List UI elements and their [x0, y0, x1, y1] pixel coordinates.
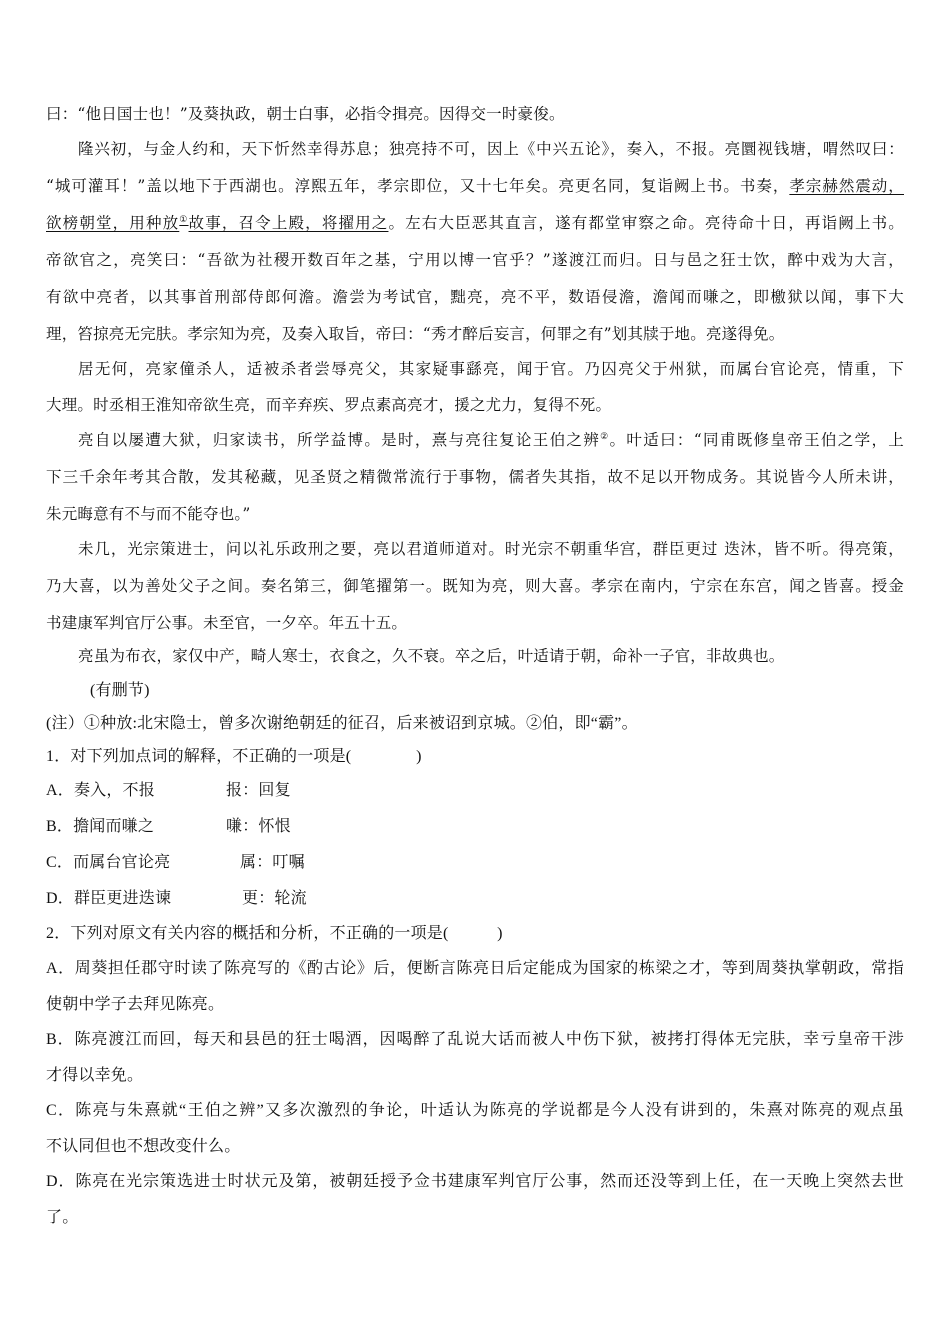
footnote: (注）①种放:北宋隐士，曾多次谢绝朝廷的征召，后来被诏到京城。②伯，即“霸”。 [46, 715, 638, 732]
source-note: (有删节) [90, 682, 150, 699]
passage-text: 。叶适曰：“同甫既修皇帝王伯之学，上 [609, 431, 904, 449]
passage-line: 下三千余年考其合散，发其秘藏，见圣贤之精微常流行于事物，儒者失其指，故不足以开物成务。其说皆今人所未讲， [46, 468, 904, 486]
passage-line [46, 174, 904, 196]
question-2-option-c-cont: 不认同但也不想改变什么。 [46, 1138, 241, 1155]
question-2-option-b-cont: 才得以幸免。 [46, 1067, 144, 1084]
passage-line: 大理。时丞相王淮知帝欲生亮，而辛弃疾、罗点素高亮才，援之尤力，复得不死。 [46, 396, 612, 414]
footnote-marker: ② [600, 431, 610, 442]
question-1-stem: 1．对下列加点词的解释，不正确的一项是( ) [46, 748, 422, 765]
question-2-option-a: A．周葵担任郡守时读了陈亮写的《酌古论》后，便断言陈亮日后定能成为国家的栋梁之才，等到周葵执掌朝政，常指 [46, 960, 904, 977]
option-label: D．群臣更进迭谏 [46, 890, 172, 907]
underlined-text: 孝宗赫然震动， [789, 177, 904, 195]
passage-line: 居无何，亮家僮杀人，适被杀者尝辱亮父，其家疑事繇亮，闻于官。乃囚亮父于州狱，而属台官论亮，情重，下 [78, 360, 904, 378]
option-label: B．擔闻而嗛之 [46, 818, 155, 835]
passage-line: 亮虽为布衣，家仅中产，畸人寒士，衣食之，久不衰。卒之后，叶适请于朝，命补一子官，非故典也。 [78, 647, 785, 665]
passage-line: 乃大喜，以为善处父子之间。奏名第三，御笔擢第一。既知为亮，则大喜。孝宗在南内，宁宗在东宫，闻之皆喜。授金 [46, 577, 904, 595]
passage-line: 理，笞掠亮无完肤。孝宗知为亮，及奏入取旨，帝曰：“秀才醉后妄言，何罪之有”划其牍于地。亮遂得免。 [46, 325, 785, 343]
passage-line: 隆兴初，与金人约和，天下忻然幸得苏息；独亮持不可，因上《中兴五论》，奏入，不报。亮圜视钱塘，喟然叹曰： [78, 140, 904, 158]
passage-line: 帝欲官之，亮笑曰：“吾欲为社稷开数百年之基，宁用以博一官乎？”遂渡江而归。日与邑之狂士饮，醉中戏为大言， [46, 251, 904, 269]
footnote-marker: ① [179, 214, 189, 225]
passage-line [46, 211, 904, 233]
question-2-option-a-cont: 使朝中学子去拜见陈亮。 [46, 996, 225, 1013]
passage-text: 。左右大臣恶其直言，遂有都堂审察之命。亮待命十日，再诣阙上书。 [388, 214, 904, 232]
option-label: C．而属台官论亮 [46, 854, 171, 871]
passage-line: 未几，光宗策进士，问以礼乐政刑之要，亮以君道师道对。时光宗不朝重华宫，群臣更过 迭沐，皆不听。得亮策， [78, 540, 904, 558]
option-meaning: 嗛：怀恨 [226, 818, 291, 835]
question-1-option-d [46, 885, 307, 908]
passage-line: 有欲中亮者，以其事首刑部侍郎何澹。澹尝为考试官，黜亮，亮不平，数语侵澹，澹闻而嗛之，即檄狱以闻，事下大 [46, 288, 904, 306]
passage-line [78, 428, 904, 450]
passage-line: 书建康军判官厅公事。未至官，一夕卒。年五十五。 [46, 614, 408, 632]
question-1-option-a [46, 777, 291, 800]
passage-line: 曰：“他日国士也！”及葵执政，朝士白事，必指令揖亮。因得交一时豪俊。 [46, 105, 565, 123]
option-label: A．奏入，不报 [46, 782, 155, 799]
option-meaning: 属：叮嘱 [240, 854, 305, 871]
passage-line: 朱元晦意有不与而不能夺也。” [46, 505, 251, 523]
option-meaning: 更：轮流 [242, 890, 307, 907]
underlined-text: 欲榜朝堂，用种放 [46, 214, 180, 232]
underlined-text: 故事，召令上殿，将擢用之 [188, 214, 389, 232]
passage-text: “城可灌耳！”盖以地下于西湖也。淳熙五年，孝宗即位，又十七年矣。亮更名同，复诣阙上书。书奏， [46, 177, 790, 195]
option-meaning: 报：回复 [226, 782, 291, 799]
question-1-option-b [46, 813, 291, 836]
question-2-stem: 2．下列对原文有关内容的概括和分析，不正确的一项是( ) [46, 925, 503, 942]
passage-text: 亮自以屡遭大狱，归家读书，所学益博。是时，熹与亮往复论王伯之辨 [78, 431, 601, 449]
question-1-option-c [46, 849, 305, 872]
question-2-option-c: C．陈亮与朱熹就“王伯之辨”又多次激烈的争论，叶适认为陈亮的学说都是今人没有讲到的，朱熹对陈亮的观点虽 [46, 1102, 904, 1119]
question-2-option-d: D．陈亮在光宗策选进士时状元及第，被朝廷授予佥书建康军判官厅公事，然而还没等到上任，在一天晚上突然去世 [46, 1173, 904, 1190]
question-2-option-b: B．陈亮渡江而回，每天和县邑的狂士喝酒，因喝醉了乱说大话而被人中伤下狱，被拷打得体无完肤，幸亏皇帝干涉 [46, 1031, 904, 1048]
question-2-option-d-cont: 了。 [46, 1209, 79, 1226]
